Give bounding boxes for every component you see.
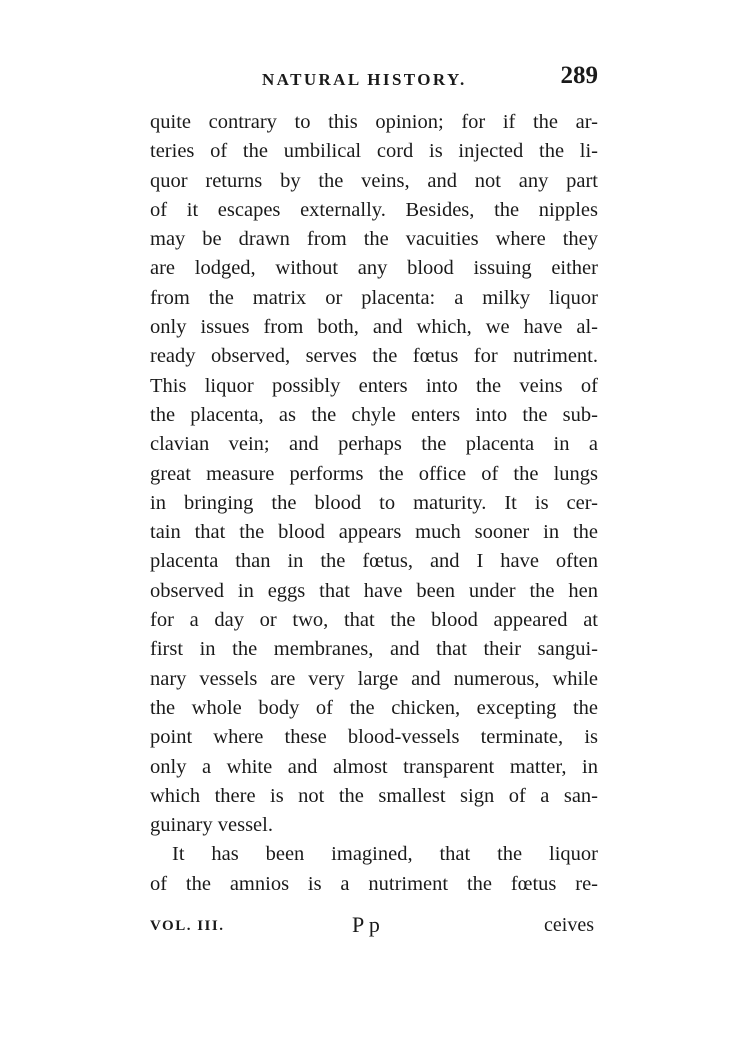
running-head <box>150 62 598 98</box>
text-line: placenta than in the fœtus, and I have often <box>150 550 598 573</box>
text-line: first in the membranes, and that their sangui- <box>150 638 598 661</box>
running-title: NATURAL HISTORY. <box>262 70 467 89</box>
text-line: may be drawn from the vacuities where they <box>150 228 598 251</box>
text-line: in bringing the blood to maturity. It is cer- <box>150 491 598 514</box>
text-line: are lodged, without any blood issuing either <box>150 257 598 280</box>
text-line: quite contrary to this opinion; for if the ar- <box>150 111 598 133</box>
text-line: observed in eggs that have been under the hen <box>150 579 598 602</box>
text-line: This liquor possibly enters into the veins of <box>150 374 598 397</box>
volume-mark: VOL. III. <box>150 918 225 934</box>
text-line: only a white and almost transparent matter, in <box>150 755 598 778</box>
text-line: only issues from both, and which, we have al- <box>150 316 598 339</box>
page-number: 289 <box>560 62 598 89</box>
text-line: point where these blood-vessels terminate, is <box>150 726 598 749</box>
text-line: for a day or two, that the blood appeared at <box>150 609 598 632</box>
text-line-paragraph-end: guinary vessel. <box>150 814 273 837</box>
text-line: the placenta, as the chyle enters into the sub- <box>150 403 598 426</box>
catchword: ceives <box>544 914 594 936</box>
text-line: great measure performs the office of the lungs <box>150 462 598 485</box>
text-line: teries of the umbilical cord is injected the li- <box>150 140 598 163</box>
text-line: of the amnios is a nutriment the fœtus re- <box>150 872 598 895</box>
body-text <box>150 108 598 899</box>
text-line: quor returns by the veins, and not any part <box>150 169 598 192</box>
text-line: the whole body of the chicken, excepting the <box>150 696 598 719</box>
text-line: nary vessels are very large and numerous, while <box>150 667 598 690</box>
text-line: which there is not the smallest sign of a san- <box>150 784 598 807</box>
text-line: of it escapes externally. Besides, the nipples <box>150 198 598 221</box>
text-line: clavian vein; and perhaps the placenta in a <box>150 433 598 456</box>
text-line-paragraph-start: It has been imagined, that the liquor <box>172 843 598 866</box>
signature-mark: P p <box>352 912 380 937</box>
text-line: ready observed, serves the fœtus for nutriment. <box>150 345 598 368</box>
text-line: from the matrix or placenta: a milky liquor <box>150 286 598 309</box>
text-line: tain that the blood appears much sooner in the <box>150 521 598 544</box>
page-footer <box>150 912 598 942</box>
